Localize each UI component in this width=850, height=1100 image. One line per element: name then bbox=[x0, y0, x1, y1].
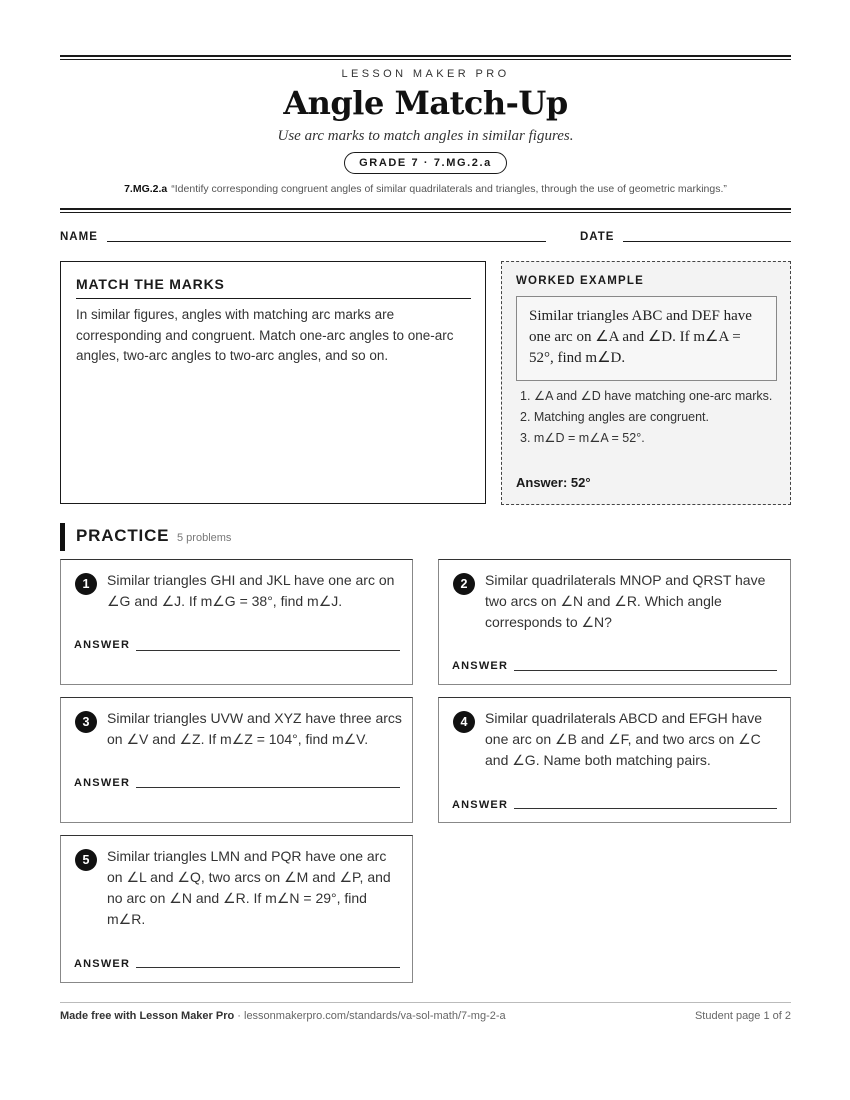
match-title: MATCH THE MARKS bbox=[76, 276, 225, 292]
worked-step: 2. Matching angles are congruent. bbox=[520, 410, 710, 424]
footer-page-number: Student page 1 of 2 bbox=[694, 1010, 791, 1022]
header-divider bbox=[60, 208, 791, 213]
brand-name: LESSON MAKER PRO bbox=[341, 68, 510, 80]
practice-title: PRACTICE bbox=[76, 526, 170, 545]
practice-count: 5 problems bbox=[177, 532, 232, 544]
practice-card-1 bbox=[60, 559, 413, 685]
answer-field[interactable] bbox=[514, 808, 777, 809]
problem-number-badge: 1 bbox=[75, 573, 97, 595]
name-field[interactable] bbox=[107, 241, 546, 242]
worked-example-box bbox=[501, 261, 791, 505]
grade-badge: GRADE 7 · 7.MG.2.a bbox=[344, 152, 507, 174]
date-field[interactable] bbox=[623, 241, 791, 242]
standard-description bbox=[60, 183, 791, 195]
answer-label: ANSWER bbox=[452, 799, 509, 811]
worked-example-problem: Similar triangles ABC and DEF have one arc on ∠A and ∠D. If m∠A = 52°, find m∠D. bbox=[516, 296, 777, 381]
practice-card-3 bbox=[60, 697, 413, 823]
page-title: Angle Match-Up bbox=[283, 84, 568, 122]
worksheet-page bbox=[60, 0, 791, 1100]
match-title-underline bbox=[76, 298, 471, 299]
problem-text: Similar triangles GHI and JKL have one arc on ∠G and ∠J. If m∠G = 38°, find m∠J. bbox=[107, 572, 395, 609]
problem-number-badge: 5 bbox=[75, 849, 97, 871]
date-label: DATE bbox=[580, 231, 615, 243]
standard-code: 7.MG.2.a bbox=[124, 183, 168, 195]
answer-field[interactable] bbox=[136, 967, 400, 968]
worked-step: 1. ∠A and ∠D have matching one-arc marks. bbox=[520, 389, 773, 403]
answer-field[interactable] bbox=[136, 650, 400, 651]
match-instructions: In similar figures, angles with matching arc marks are corresponding and congruent. Match one-arc angles to one-arc angles, two-arc angles to two-arc angles, and so on. bbox=[76, 307, 454, 363]
footer-divider bbox=[60, 1002, 791, 1003]
answer-field[interactable] bbox=[136, 787, 400, 788]
practice-card-4 bbox=[438, 697, 791, 823]
problem-text: Similar triangles LMN and PQR have one arc on ∠L and ∠Q, two arcs on ∠M and ∠P, and no arc on ∠N and ∠R. If m∠N = 29°, find m∠R. bbox=[107, 848, 391, 927]
footer-made-with: Made free with Lesson Maker Pro bbox=[60, 1010, 235, 1022]
answer-label: ANSWER bbox=[74, 958, 131, 970]
problem-text: Similar quadrilaterals ABCD and EFGH have one arc on ∠B and ∠F, and two arcs on ∠C and ∠G. Name both matching pairs. bbox=[485, 710, 763, 768]
problem-number-badge: 4 bbox=[453, 711, 475, 733]
worked-step: 3. m∠D = m∠A = 52°. bbox=[520, 431, 645, 445]
problem-number-badge: 3 bbox=[75, 711, 97, 733]
practice-accent-bar bbox=[60, 523, 65, 551]
problem-text: Similar quadrilaterals MNOP and QRST have two arcs on ∠N and ∠R. Which angle corresponds to ∠N? bbox=[485, 572, 766, 630]
footer-credit bbox=[60, 1010, 506, 1022]
answer-field[interactable] bbox=[514, 670, 777, 671]
standard-text: “Identify corresponding congruent angles of similar quadrilaterals and triangles, through the use of geometric markings.” bbox=[171, 183, 727, 195]
problem-number-badge: 2 bbox=[453, 573, 475, 595]
answer-label: ANSWER bbox=[452, 660, 509, 672]
worked-example-answer: Answer: 52° bbox=[516, 475, 591, 490]
practice-card-2 bbox=[438, 559, 791, 685]
answer-label: ANSWER bbox=[74, 777, 131, 789]
top-divider bbox=[60, 55, 791, 60]
name-label: NAME bbox=[60, 231, 98, 243]
problem-text: Similar triangles UVW and XYZ have three arcs on ∠V and ∠Z. If m∠Z = 104°, find m∠V. bbox=[107, 710, 402, 747]
match-the-marks-box bbox=[60, 261, 486, 504]
worked-example-title: WORKED EXAMPLE bbox=[516, 275, 644, 287]
answer-label: ANSWER bbox=[74, 639, 131, 651]
page-subtitle: Use arc marks to match angles in similar figures. bbox=[277, 128, 574, 144]
worked-example-steps bbox=[520, 386, 775, 449]
practice-card-5 bbox=[60, 835, 413, 983]
footer-url: · lessonmakerpro.com/standards/va-sol-math/7-mg-2-a bbox=[234, 1010, 506, 1022]
